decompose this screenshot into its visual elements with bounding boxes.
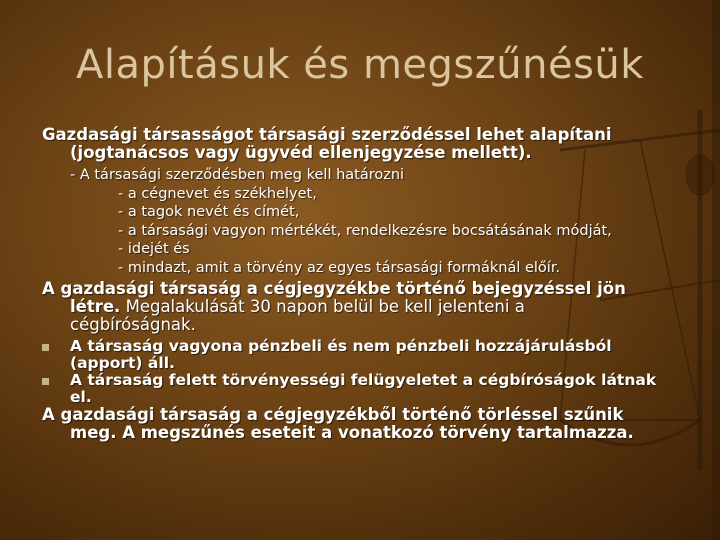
para-termination [42, 406, 702, 442]
bullet-line: el. [70, 388, 92, 406]
para-termination-line2: meg. A megszűnés eseteit a vonatkozó törvény tartalmazza. [70, 423, 634, 442]
requirement-item: - idejét és [118, 241, 190, 257]
para-founding-line1: Gazdasági társasságot társasági szerződéssel lehet alapítani [42, 125, 612, 144]
requirement-item: - a társasági vagyon mértékét, rendelkezésre bocsátásának módját, [118, 222, 612, 239]
requirement-item: - a tagok nevét és címét, [118, 204, 300, 220]
contract-requirements [42, 166, 702, 277]
requirement-item: - mindazt, amit a törvény az egyes társasági formáknál előír. [118, 259, 561, 276]
para-founding-line2: (jogtanácsos vagy ügyvéd ellenjegyzése mellett). [70, 143, 532, 162]
bullet-item [42, 338, 702, 372]
requirements-intro: - A társasági szerződésben meg kell határozni [70, 167, 405, 183]
bullet-line: A társaság vagyona pénzbeli és nem pénzbeli hozzájárulásból [70, 337, 612, 355]
bullet-item [42, 372, 702, 406]
bullet-line: A társaság felett törvényességi felügyeletet a cégbíróságok látnak [70, 371, 657, 389]
slide-title: Alapításuk és megszűnésük [76, 42, 644, 88]
para-termination-line1: A gazdasági társaság a cégjegyzékből történő törléssel szűnik [42, 405, 624, 424]
square-bullet-icon [42, 378, 49, 385]
requirement-item: - a cégnevet és székhelyet, [118, 185, 317, 202]
para-registration-normal: Megalakulását 30 napon belül be kell jelenteni a [120, 297, 525, 316]
para-registration [42, 280, 702, 334]
para-registration-bold: létre. [70, 297, 121, 316]
para-registration-line3: cégbíróságnak. [70, 315, 196, 334]
para-founding [42, 126, 702, 162]
slide-body [42, 126, 702, 442]
square-bullet-icon [42, 344, 49, 351]
bullet-line: (apport) áll. [70, 354, 175, 372]
para-registration-line1: A gazdasági társaság a cégjegyzékbe történő bejegyzéssel jön [42, 279, 626, 298]
para-registration-line2 [42, 298, 702, 316]
